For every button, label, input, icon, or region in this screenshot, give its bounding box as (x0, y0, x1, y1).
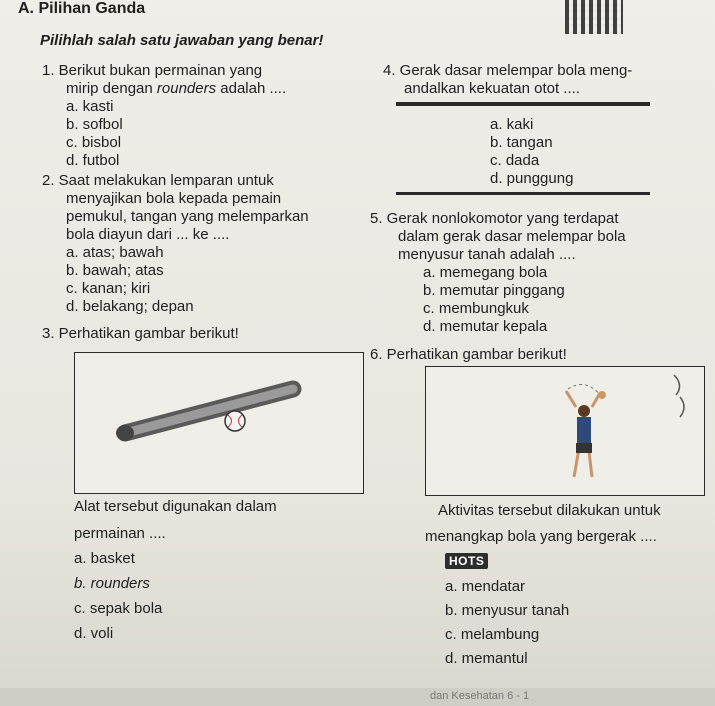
section-title: A. Pilihan Ganda (18, 0, 146, 17)
q2-option-d[interactable]: d. belakang; depan (66, 298, 194, 315)
q2-line4: bola diayun dari ... ke .... (66, 226, 230, 243)
q6-option-b[interactable]: b. menyusur tanah (445, 602, 570, 619)
q4-box-top-border (396, 102, 650, 106)
instruction: Pilihlah salah satu jawaban yang benar! (40, 32, 324, 49)
q2-line2: menyajikan bola kepada pemain (66, 190, 282, 207)
person-image-frame (425, 366, 705, 496)
q6-line3: menangkap bola yang bergerak .... (425, 528, 657, 545)
q1-option-a[interactable]: a. kasti (66, 98, 114, 115)
qr-code-icon (565, 0, 623, 34)
bat-image-frame (74, 352, 364, 494)
q2-line1: 2. Saat melakukan lemparan untuk (42, 172, 274, 189)
page-bottom-shadow (0, 688, 715, 706)
q3-option-c[interactable]: c. sepak bola (74, 600, 163, 617)
q5-line1: 5. Gerak nonlokomotor yang terdapat (370, 210, 619, 227)
q4-option-c[interactable]: c. dada (490, 152, 540, 169)
q2-option-b[interactable]: b. bawah; atas (66, 262, 164, 279)
person-jumping-illustration (426, 367, 704, 495)
q5-line2: dalam gerak dasar melempar bola (398, 228, 626, 245)
page-footer: dan Kesehatan 6 - 1 (430, 690, 530, 702)
q6-option-a[interactable]: a. mendatar (445, 578, 526, 595)
q3-option-d[interactable]: d. voli (74, 625, 114, 642)
q1-line2: mirip dengan rounders adalah .... (66, 80, 287, 97)
q1-option-b[interactable]: b. sofbol (66, 116, 123, 133)
q4-line1: 4. Gerak dasar melempar bola meng- (383, 62, 633, 79)
q3-line2: Alat tersebut digunakan dalam (74, 498, 277, 515)
q4-option-a[interactable]: a. kaki (490, 116, 534, 133)
q5-option-b[interactable]: b. memutar pinggang (423, 282, 565, 299)
q4-option-d[interactable]: d. punggung (490, 170, 574, 187)
q5-option-c[interactable]: c. membungkuk (423, 300, 529, 317)
q2-option-c[interactable]: c. kanan; kiri (66, 280, 151, 297)
q3-line3: permainan .... (74, 525, 166, 542)
q2-line3: pemukul, tangan yang melemparkan (66, 208, 309, 225)
q5-option-a[interactable]: a. memegang bola (423, 264, 548, 281)
q4-option-b[interactable]: b. tangan (490, 134, 553, 151)
q6-line2: Aktivitas tersebut dilakukan untuk (438, 502, 661, 519)
baseball-bat-illustration (75, 353, 363, 493)
q3-option-b[interactable]: b. rounders (74, 575, 150, 592)
q4-line2: andalkan kekuatan otot .... (404, 80, 580, 97)
q4-box-bottom-border (396, 192, 650, 195)
q5-line3: menyusur tanah adalah .... (398, 246, 576, 263)
q1-option-d[interactable]: d. futbol (66, 152, 120, 169)
q1-line1: 1. Berikut bukan permainan yang (42, 62, 263, 79)
q6-line1: 6. Perhatikan gambar berikut! (370, 346, 567, 363)
q1-option-c[interactable]: c. bisbol (66, 134, 122, 151)
hots-badge: HOTS (445, 553, 488, 569)
q6-option-d[interactable]: d. memantul (445, 650, 528, 667)
q3-option-a[interactable]: a. basket (74, 550, 135, 567)
q3-line1: 3. Perhatikan gambar berikut! (42, 325, 239, 342)
q6-option-c[interactable]: c. melambung (445, 626, 540, 643)
q2-option-a[interactable]: a. atas; bawah (66, 244, 164, 261)
q5-option-d[interactable]: d. memutar kepala (423, 318, 548, 335)
